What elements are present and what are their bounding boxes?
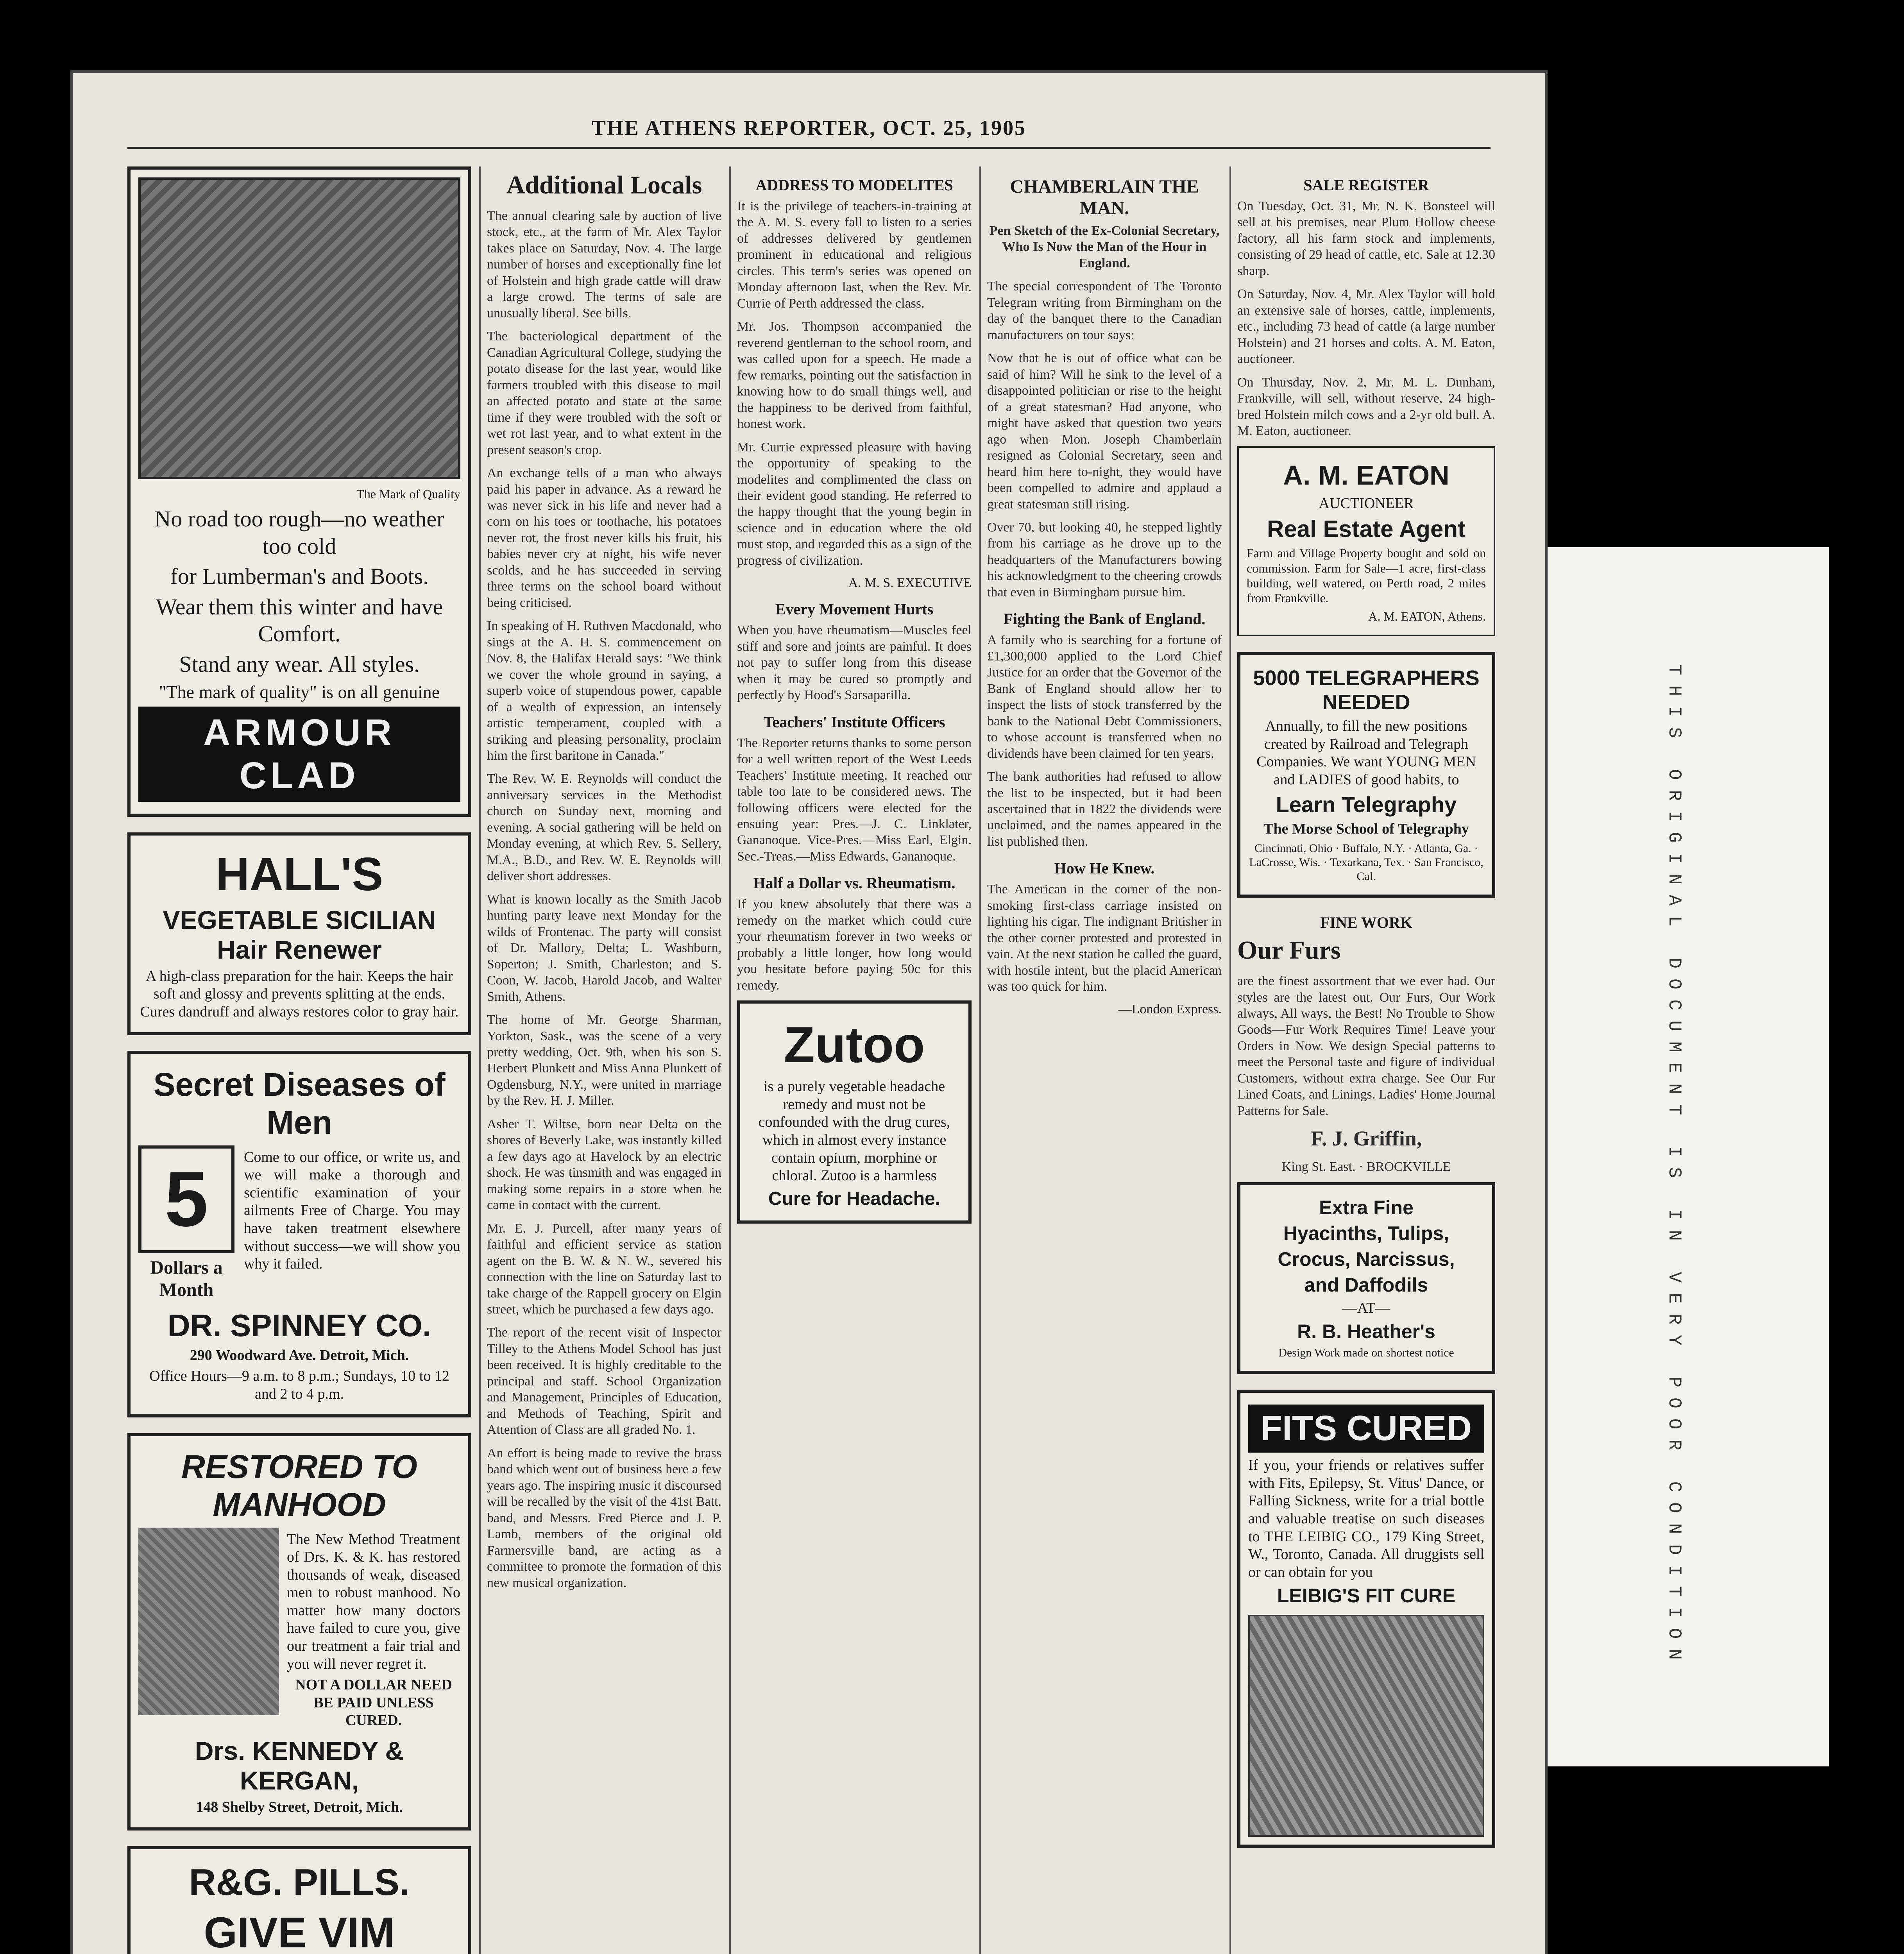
modelites-column xyxy=(737,166,972,1954)
article-paragraph: An exchange tells of a man who always paid his paper in advance. As a reward he was never sick in his life and never had a corn on his toes or toothache, his potatoes never rot, the frost never kills his fruit, his babies never cry at night, his wife never scolds, and he has succeeded in serving three terms on the school board without being criticised. xyxy=(487,466,721,610)
our-furs-heading: Our Furs xyxy=(1237,936,1341,965)
sale-entry: On Thursday, Nov. 2, Mr. M. L. Dunham, Frankville, will sell, without reserve, 24 high-bred Holstein milch cows and a 2-yr old bull. A. M. Eaton, auctioneer. xyxy=(1237,375,1495,438)
halls-hair-renewer-ad xyxy=(127,832,471,1035)
halls-text: A high-class preparation for the hair. Keeps the hair soft and glossy and prevents splitting at the ends. Cures dandruff and always restores color to gray hair. xyxy=(140,968,459,1020)
rg-give-vim: GIVE VIM xyxy=(204,1908,395,1954)
griffin-address: King St. East. · BROCKVILLE xyxy=(1281,1160,1451,1174)
kennedy-title: RESTORED TO MANHOOD xyxy=(181,1448,417,1523)
eaton-title: Real Estate Agent xyxy=(1267,516,1466,542)
masthead-rule xyxy=(127,147,1491,149)
five-dollars-badge: 5 xyxy=(138,1145,234,1253)
zutoo-cure: Cure for Headache. xyxy=(768,1188,941,1209)
eaton-ad xyxy=(1237,446,1495,637)
kennedy-text: The New Method Treatment of Drs. K. & K. has restored thousands of weak, diseased men to robust manhood. No matter how many doctors have failed to cure you, give our treatment a fair trial and you will never regret it. xyxy=(287,1531,460,1672)
school-cities: Cincinnati, Ohio · Buffalo, N.Y. · Atlanta, Ga. · LaCrosse, Wis. · Texarkana, Tex. · San Francisco, Cal. xyxy=(1249,842,1483,883)
telegraphers-title: 5000 TELEGRAPHERS NEEDED xyxy=(1253,666,1480,714)
article-paragraph: The Reporter returns thanks to some person for a well written report of the West Leeds Teachers' Institute meeting. It reached our table too late to be considered news. The following officers were elected for the ensuing year: Pres.—J. C. Linklater, Gananoque. Vice-Pres.—Miss Earl, Elgin. Sec.-Treas.—Miss Edwards, Gananoque. xyxy=(737,735,972,864)
spinney-text: Come to our office, or write us, and we will make a thorough and scientific examination of your ailments Free of Charge. You may have taken treatment elsewhere without success—we will show you why it failed. xyxy=(244,1149,460,1272)
sale-register-heading: SALE REGISTER xyxy=(1303,176,1429,194)
rg-pills-ad xyxy=(127,1846,471,1954)
margin-strip xyxy=(1548,547,1829,1766)
rg-brand: R&G. PILLS. xyxy=(189,1861,410,1903)
fits-text: If you, your friends or relatives suffer with Fits, Epilepsy, St. Vitus' Dance, or Falling Sickness, write for a trial bottle and valuable treatise on such diseases to THE LEIBIG CO., 179 King Street, W., Toronto, Canada. All druggists sell or can obtain for you xyxy=(1248,1457,1484,1580)
telegraphers-text: Annually, to fill the new positions created by Railroad and Telegraph Companies. We want YOUNG MEN and LADIES of good habits, to xyxy=(1256,718,1476,788)
griffin-name: F. J. Griffin, xyxy=(1310,1127,1422,1151)
article-paragraph: Over 70, but looking 40, he stepped lightly from his carriage as he drove up to the headquarters of the Manufacturers bowing his acknowledgment to the cheering crowds that even in Birmingham pursue him. xyxy=(987,520,1222,599)
sale-entry: On Saturday, Nov. 4, Mr. Alex Taylor will hold an extensive sale of horses, cattle, implements, etc., including 73 head of cattle (a large number Holstein) and 21 horses and colts. A. M. Eaton, auctioneer. xyxy=(1237,287,1495,367)
halls-title: HALL'S xyxy=(215,848,383,900)
article-paragraph: The special correspondent of The Toronto Telegram writing from Birmingham on the day of the banquet there to the Canadian manufacturers on tour says: xyxy=(987,279,1222,342)
masthead: THE ATHENS REPORTER, OCT. 25, 1905 xyxy=(591,116,1027,140)
condition-note: THIS ORIGINAL DOCUMENT IS IN VERY POOR CONDITION xyxy=(1664,664,1684,1670)
bulbs-line: and Daffodils xyxy=(1304,1274,1428,1296)
kennedy-kergan-ad xyxy=(127,1433,471,1831)
article-paragraph: The home of Mr. George Sharman, Yorkton, Sask., was the scene of a very pretty wedding, Oct. 9th, when his son S. Herbert Plunkett and Miss Anna Plunkett of Ogdensburg, N.Y., were united in marriage by the Rev. H. J. Miller. xyxy=(487,1013,721,1108)
chamberlain-column xyxy=(987,166,1222,1954)
modelites-heading: ADDRESS TO MODELITES xyxy=(755,176,953,194)
chamberlain-subheading: Pen Sketch of the Ex-Colonial Secretary, Who Is Now the Man of the Hour in England. xyxy=(989,224,1220,270)
article-paragraph: Now that he is out of office what can be said of him? Will he sink to the level of a disappointed politician or rise to the height of a great statesman? Had anyone, who might have asked that question two years ago when Mon. Joseph Chamberlain resigned as Colonial Secretary, seen and heard him here to-night, they would have been compelled to admire and applaud a great statesman still rising. xyxy=(987,351,1222,512)
article-paragraph: If you knew absolutely that there was a remedy on the market which could cure your rheumatism forever in two weeks or probably a little longer, how long would you hesitate before paying 50c for this remedy. xyxy=(737,897,972,993)
leibig-brand: LEIBIG'S FIT CURE xyxy=(1277,1585,1456,1607)
boxer-illustration xyxy=(138,1528,279,1715)
sale-entry: On Tuesday, Oct. 31, Mr. N. K. Bonsteel will sell at his premises, near Plum Hollow cheese factory, all his farm stock and implements, consisting of 29 head of cattle, etc. Sale at 12.30 sharp. xyxy=(1237,199,1495,278)
eaton-text: Farm and Village Property bought and sold on commission. Farm for Sale—1 acre, first-class building, well watered, on Perth road, 2 miles from Frankville. xyxy=(1247,546,1486,605)
article-paragraph: The American in the corner of the non-smoking first-class carriage insisted on lighting his cigar. The indignant Britisher in the other corner protested and protested in vain. At the next station he called the guard, with hostile intent, but the placid American was too quick for him. xyxy=(987,882,1222,994)
article-paragraph: When you have rheumatism—Muscles feel stiff and sore and joints are painful. It does not pay to suffer long from this disease when it may be cured so promptly and perfectly by Hood's Sarsaparilla. xyxy=(737,623,972,703)
bulbs-line: Hyacinths, Tulips, xyxy=(1283,1222,1449,1244)
spinney-name: DR. SPINNEY CO. xyxy=(167,1308,431,1343)
five-dollars-label: Dollars a Month xyxy=(150,1257,223,1301)
article-paragraph: An effort is being made to revive the brass band which went out of business here a few years ago. The inspiring music it discoursed will be recalled by the visit of the 41st Batt. band, and Messrs. Fred Pierce and J. P. Lamb, members of the original old Farmersville band, are acting as a committee to promote the formation of this new musical organization. xyxy=(487,1446,721,1590)
bulbs-note: Design Work made on shortest notice xyxy=(1278,1346,1454,1360)
article-paragraph: Asher T. Wiltse, born near Delta on the shores of Beverly Lake, was instantly killed a few days ago at Havelock by an electric shock. He was tinsmith and was engaged in making some repairs in a store when he came in contact with the current. xyxy=(487,1117,721,1213)
article-paragraph: The report of the recent visit of Inspector Tilley to the Athens Model School has just been received. It is highly creditable to the principal and staff. School Organization and Management, Principles of Education, and Methods of Teaching, Spirit and Attention of Class are all graded No. 1. xyxy=(487,1325,721,1437)
zutoo-text: is a purely vegetable headache remedy and must not be confounded with the drug cures, which in almost every instance contain opium, morphine or chloral. Zutoo is a harmless xyxy=(758,1078,950,1184)
armour-line: for Lumberman's and Boots. xyxy=(170,564,429,589)
armour-line: No road too rough—no weather too cold xyxy=(154,506,444,559)
additional-locals-column xyxy=(487,166,721,1954)
article-paragraph: Mr. E. J. Purcell, after many years of faithful and efficient service as station agent on the B. W. & N. W., severed his connection with the line on Saturday last to take charge of the Rappell grocery on Elgin street, which he purchased a few days ago. xyxy=(487,1221,721,1317)
rheumatism-heading: Every Movement Hurts xyxy=(775,600,934,618)
armour-line: Stand any wear. All styles. xyxy=(179,651,420,677)
article-paragraph: In speaking of H. Ruthven Macdonald, who sings at the A. H. S. commencement on Nov. 8, the Halifax Herald says: "We think we cover the whole ground in saying, a superb voice of stupendous power, capable of a wealth of expression, an intensely artistic temperament, coupled with a striking and pleasing personality, proclaim him the first baritone in Canada." xyxy=(487,619,721,763)
furs-text: are the finest assortment that we ever had. Our styles are the latest out. Our Furs, Our Work always, All ways, the Best! No Trouble to Show Goods—Fur Work Requires Time! Leave your Orders in Now. We design Special patterns to meet the Personal taste and figure of individual Customers, without extra charge. See Our Fur Lined Coats, and Linings. Ladies' Home Journal Patterns for Sale. xyxy=(1237,974,1495,1118)
eaton-name: A. M. EATON xyxy=(1283,460,1449,490)
quality-mark: The Mark of Quality xyxy=(356,487,460,501)
article-paragraph: It is the privilege of teachers-in-training at the A. M. S. every fall to listen to a series of addresses delivered by gentlemen prominent in educational and religious circles. This term's series was opened on Monday afternoon last, when the Rev. Mr. Currie of Perth addressed the class. xyxy=(737,199,972,311)
article-signature: A. M. S. EXECUTIVE xyxy=(848,576,972,590)
chamberlain-heading: CHAMBERLAIN THE MAN. xyxy=(1010,176,1199,218)
article-paragraph: A family who is searching for a fortune of £1,300,000 applied to the Lord Chief Justice for an order that the Governor of the Bank of England should allow her to inspect the lists of stock transferred by the bank to the National Debt Commissioners, to whose account is transferred when no dividends have been claimed for ten years. xyxy=(987,633,1222,761)
newspaper-page xyxy=(70,70,1548,1954)
armour-line: Wear them this winter and have Comfort. xyxy=(156,594,443,647)
spinney-title: Secret Diseases of Men xyxy=(153,1066,446,1141)
article-paragraph: The bank authorities had refused to allow the list to be inspected, but it had been ascertained that in 1822 the dividends were unclaimed, and the names appeared in the list published then. xyxy=(987,769,1222,849)
how-he-knew-heading: How He Knew. xyxy=(1054,859,1155,877)
kennedy-address: 148 Shelby Street, Detroit, Mich. xyxy=(196,1799,403,1816)
additional-locals-heading: Additional Locals xyxy=(506,171,702,199)
spinney-ad xyxy=(127,1051,471,1417)
article-paragraph: Mr. Currie expressed pleasure with having the opportunity of speaking to the modelites and complimented the class on their evident good standing. He referred to the happy thought that the young begin in science and in education where the old must stop, and regarded this as a sign of the progress of civilization. xyxy=(737,440,972,568)
article-paragraph: The Rev. W. E. Reynolds will conduct the anniversary services in the Methodist church on Sunday next, morning and evening. A social gathering will be held on Monday evening, at which Rev. S. Sellery, M.A., B.D., and Rev. W. E. Reynolds will deliver short addresses. xyxy=(487,771,721,884)
heathers-shop: R. B. Heather's xyxy=(1297,1321,1435,1343)
advertisement-column xyxy=(127,166,471,1954)
column-divider xyxy=(979,166,981,1954)
article-paragraph: What is known locally as the Smith Jacob hunting party leave next Monday for the wilds of Frontenac. The party will consist of Dr. Mallory, Delta; L. Washburn, Soperton; J. Smith, Charleston; and S. Coon, W. Jacob, Harold Jacob, and Walter Smith, Athens. xyxy=(487,892,721,1004)
kennedy-guarantee: NOT A DOLLAR NEED BE PAID UNLESS CURED. xyxy=(295,1677,452,1729)
article-paragraph: Mr. Jos. Thompson accompanied the reverend gentleman to the school room, and was called upon for a speech. He made a few remarks, pointing out the satisfaction in knowing how to do small things well, and the happiness to be derived from faithful, honest work. xyxy=(737,319,972,431)
bulbs-line: Extra Fine xyxy=(1319,1196,1414,1219)
column-divider xyxy=(729,166,731,1954)
zutoo-brand: Zutoo xyxy=(784,1016,925,1074)
column-divider xyxy=(479,166,481,1954)
bulbs-at: —AT— xyxy=(1342,1299,1390,1316)
article-source: —London Express. xyxy=(1118,1002,1222,1016)
eaton-signature: A. M. EATON, Athens. xyxy=(1368,609,1486,623)
lady-illustration xyxy=(1248,1615,1484,1837)
armour-clad-ad xyxy=(127,166,471,817)
armour-clad-logo: ARMOUR CLAD xyxy=(138,707,460,802)
article-paragraph: The bacteriological department of the Canadian Agricultural College, studying the potato disease for the last year, would like farmers troubled with this disease to mail an affected potato and state at the same time if they were troubled with the soft or wet rot last year, and to what extent in the present season's crop. xyxy=(487,329,721,457)
fine-work-heading: FINE WORK xyxy=(1320,914,1412,932)
bank-heading: Fighting the Bank of England. xyxy=(1003,610,1206,628)
bulbs-ad xyxy=(1237,1182,1495,1374)
zutoo-ad xyxy=(737,1000,972,1224)
bulbs-line: Crocus, Narcissus, xyxy=(1278,1248,1455,1270)
eaton-role: AUCTIONEER xyxy=(1319,495,1414,512)
telegraphy-ad xyxy=(1237,652,1495,898)
learn-telegraphy: Learn Telegraphy xyxy=(1276,792,1457,817)
sale-register-column xyxy=(1237,166,1495,1954)
fits-cured-ad xyxy=(1237,1390,1495,1848)
article-paragraph: The annual clearing sale by auction of live stock, etc., at the farm of Mr. Alex Taylor takes place on Saturday, Nov. 4. The large number of horses and exceptionally fine lot of Holstein and high grade cattle will draw a large crowd. The terms of sale are unusually liberal. See bills. xyxy=(487,209,721,320)
armour-line: "The mark of quality" is on all genuine xyxy=(159,682,440,702)
spinney-hours: Office Hours—9 a.m. to 8 p.m.; Sundays, 10 to 12 and 2 to 4 p.m. xyxy=(149,1368,449,1402)
teachers-institute-heading: Teachers' Institute Officers xyxy=(763,713,945,731)
column-divider xyxy=(1229,166,1231,1954)
spinney-address: 290 Woodward Ave. Detroit, Mich. xyxy=(190,1347,409,1364)
half-dollar-heading: Half a Dollar vs. Rheumatism. xyxy=(753,874,956,892)
halls-subtitle: VEGETABLE SICILIAN Hair Renewer xyxy=(163,905,436,964)
lumberman-illustration xyxy=(138,177,460,479)
fits-cured-title: FITS CURED xyxy=(1248,1405,1484,1453)
morse-school: The Morse School of Telegraphy xyxy=(1263,821,1469,837)
kennedy-name: Drs. KENNEDY & KERGAN, xyxy=(195,1736,404,1795)
